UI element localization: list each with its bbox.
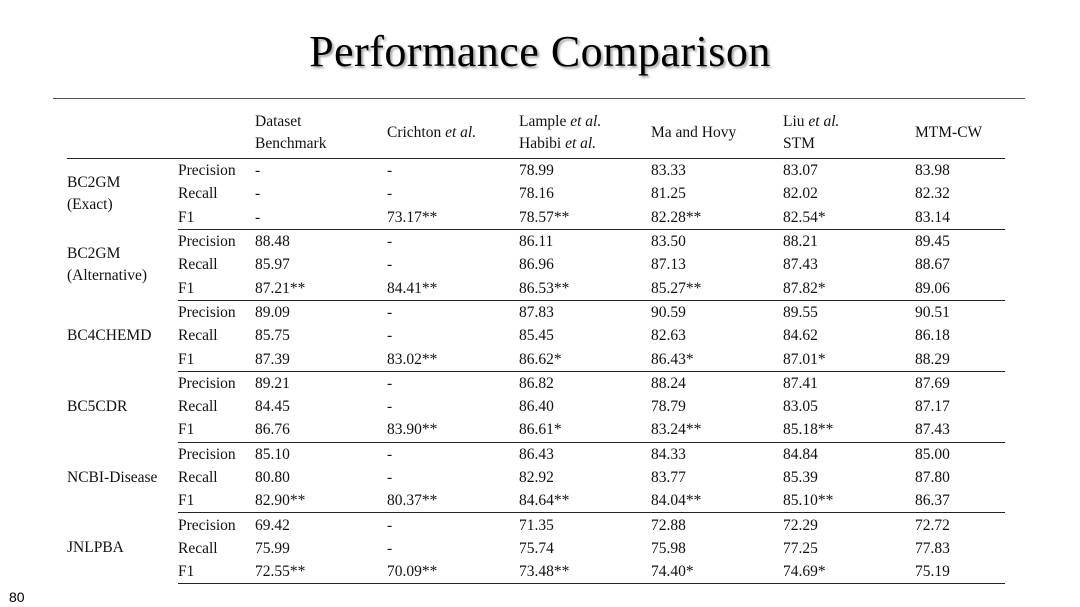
score-cell: 82.63	[651, 327, 686, 345]
dataset-name: BC5CDR	[67, 397, 128, 415]
metric-label: Precision	[178, 445, 236, 463]
score-cell: 88.24	[651, 374, 686, 392]
score-cell: 83.24**	[651, 418, 783, 442]
score-cell: 86.82	[519, 374, 554, 392]
header-habibi-name: Habibi	[519, 135, 566, 152]
score-cell: 87.39	[255, 347, 387, 371]
score-cell: 69.42	[255, 516, 290, 534]
header-crichton	[387, 108, 519, 159]
header-dataset-line1: Dataset	[255, 113, 302, 130]
header-ma-hovy: Ma and Hovy	[651, 108, 783, 159]
header-liu-stm	[783, 108, 915, 159]
score-cell: 83.50	[651, 233, 686, 251]
score-cell: -	[387, 469, 393, 486]
score-cell: 86.96	[519, 256, 554, 274]
score-cell: 81.25	[651, 185, 686, 203]
table-row	[67, 560, 1005, 584]
header-lample-habibi	[519, 108, 651, 159]
score-cell: 86.11	[519, 233, 554, 251]
score-cell: 82.54*	[783, 206, 915, 230]
score-cell: 78.16	[519, 185, 554, 203]
score-cell: 88.21	[783, 233, 818, 251]
score-cell: 80.80	[255, 469, 290, 486]
score-cell: 72.72	[915, 516, 950, 534]
score-cell: 85.75	[255, 327, 290, 345]
table-row	[67, 300, 1005, 324]
score-cell: 86.18	[915, 327, 950, 345]
score-cell: 89.55	[783, 303, 818, 321]
score-cell: 87.43	[783, 256, 818, 274]
score-cell: -	[387, 303, 393, 321]
score-cell: 85.27**	[651, 276, 783, 300]
score-cell: 83.33	[651, 162, 686, 180]
score-cell: 86.43	[519, 445, 554, 463]
score-cell: 75.98	[651, 539, 686, 557]
metric-label: Precision	[178, 233, 236, 251]
score-cell: 70.09**	[387, 560, 519, 584]
metric-label: Precision	[178, 162, 236, 180]
score-cell: 90.51	[915, 303, 950, 321]
header-dataset-benchmark	[255, 108, 387, 159]
score-cell: 82.90**	[255, 489, 387, 513]
score-cell: 84.33	[651, 445, 686, 463]
table-row	[67, 371, 1005, 395]
score-cell: 85.00	[915, 445, 950, 463]
metric-label: Recall	[178, 185, 218, 203]
score-cell: 87.82*	[783, 276, 915, 300]
dataset-qualifier: (Exact)	[67, 196, 113, 214]
score-cell: -	[387, 162, 393, 180]
dataset-name: NCBI-Disease	[67, 468, 158, 486]
dataset-name: BC2GM	[67, 244, 121, 262]
score-cell: 87.80	[915, 469, 950, 486]
score-cell: -	[387, 327, 393, 345]
table-row	[67, 182, 1005, 205]
metric-label: F1	[178, 418, 255, 442]
score-cell: 77.25	[783, 539, 818, 557]
header-habibi-etal: et al.	[565, 135, 597, 152]
header-mtm-cw: MTM-CW	[915, 108, 1005, 159]
score-cell: 75.19	[915, 560, 1005, 584]
score-cell: 85.39	[783, 469, 818, 486]
score-cell: 71.35	[519, 516, 554, 534]
score-cell: 74.69*	[783, 560, 915, 584]
score-cell: 80.37**	[387, 489, 519, 513]
score-cell: 82.32	[915, 185, 950, 203]
score-cell: 86.76	[255, 418, 387, 442]
score-cell: 88.29	[915, 347, 1005, 371]
header-empty-metric	[178, 108, 255, 159]
table-row	[67, 466, 1005, 489]
score-cell: 87.21**	[255, 276, 387, 300]
score-cell: 88.67	[915, 256, 950, 274]
score-cell: 87.83	[519, 303, 554, 321]
score-cell: 86.43*	[651, 347, 783, 371]
score-cell: 88.48	[255, 233, 290, 251]
score-cell: 85.18**	[783, 418, 915, 442]
score-cell: 86.53**	[519, 276, 651, 300]
score-cell: 86.40	[519, 398, 554, 416]
score-cell: -	[255, 185, 261, 203]
score-cell: 83.77	[651, 469, 686, 486]
score-cell: 87.43	[915, 418, 1005, 442]
score-cell: 77.83	[915, 539, 950, 557]
header-row	[67, 108, 1005, 159]
metric-label: Precision	[178, 516, 236, 534]
header-lample-etal: et al.	[570, 113, 602, 130]
header-empty-dataset	[67, 108, 178, 159]
dataset-label	[67, 159, 178, 230]
table-row	[67, 324, 1005, 347]
score-cell: 85.10**	[783, 489, 915, 513]
table-row	[67, 276, 1005, 300]
score-cell: 84.04**	[651, 489, 783, 513]
dataset-name: JNLPBA	[67, 539, 124, 557]
score-cell: 72.29	[783, 516, 818, 534]
metric-label: Recall	[178, 256, 218, 274]
table-body	[67, 159, 1005, 584]
score-cell: 78.57**	[519, 206, 651, 230]
score-cell: 83.14	[915, 206, 1005, 230]
score-cell: -	[387, 539, 393, 557]
dataset-label	[67, 229, 178, 300]
slide-title: Performance Comparison	[309, 27, 771, 76]
score-cell: 87.17	[915, 398, 950, 416]
score-cell: 75.74	[519, 539, 554, 557]
score-cell: 86.62*	[519, 347, 651, 371]
score-cell: 86.61*	[519, 418, 651, 442]
score-cell: 87.41	[783, 374, 818, 392]
score-cell: 89.45	[915, 233, 950, 251]
score-cell: 84.62	[783, 327, 818, 345]
score-cell: 72.88	[651, 516, 686, 534]
table-row	[67, 347, 1005, 371]
metric-label: Recall	[178, 398, 218, 416]
score-cell: -	[387, 516, 393, 534]
top-rule	[53, 98, 1025, 99]
score-cell: -	[387, 233, 393, 251]
score-cell: 87.01*	[783, 347, 915, 371]
dataset-name: BC2GM	[67, 174, 121, 192]
score-cell: 83.90**	[387, 418, 519, 442]
metric-label: F1	[178, 560, 255, 584]
header-liu-etal: et al.	[808, 113, 840, 130]
score-cell: -	[255, 206, 387, 230]
table-row	[67, 513, 1005, 537]
score-cell: 84.45	[255, 398, 290, 416]
score-cell: 82.28**	[651, 206, 783, 230]
table-row	[67, 159, 1005, 183]
score-cell: 84.41**	[387, 276, 519, 300]
score-cell: 72.55**	[255, 560, 387, 584]
score-cell: 83.05	[783, 398, 818, 416]
score-cell: -	[255, 162, 261, 180]
score-cell: 89.09	[255, 303, 290, 321]
score-cell: 82.92	[519, 469, 554, 486]
header-lample-name: Lample	[519, 113, 571, 130]
score-cell: 89.21	[255, 374, 290, 392]
score-cell: 87.69	[915, 374, 950, 392]
score-cell: -	[387, 185, 393, 203]
dataset-label	[67, 513, 178, 584]
score-cell: 89.06	[915, 276, 1005, 300]
dataset-qualifier: (Alternative)	[67, 266, 148, 284]
metric-label: Recall	[178, 539, 218, 557]
score-cell: -	[387, 445, 393, 463]
score-cell: 78.99	[519, 162, 554, 180]
score-cell: 78.79	[651, 398, 686, 416]
table-row	[67, 489, 1005, 513]
score-cell: 84.64**	[519, 489, 651, 513]
metric-label: Precision	[178, 374, 236, 392]
table-row	[67, 537, 1005, 560]
table-row	[67, 418, 1005, 442]
score-cell: -	[387, 398, 393, 416]
header-dataset-line2: Benchmark	[255, 135, 327, 152]
metric-label: F1	[178, 347, 255, 371]
dataset-name: BC4CHEMD	[67, 326, 152, 344]
page-number: 80	[9, 589, 25, 605]
dataset-label	[67, 300, 178, 371]
score-cell: 90.59	[651, 303, 686, 321]
score-cell: 73.17**	[387, 206, 519, 230]
header-stm: STM	[783, 135, 815, 152]
table-row	[67, 229, 1005, 253]
score-cell: 74.40*	[651, 560, 783, 584]
table-row	[67, 442, 1005, 466]
dataset-label	[67, 442, 178, 513]
score-cell: 83.07	[783, 162, 818, 180]
metric-label: Recall	[178, 327, 218, 345]
score-cell: 83.98	[915, 162, 950, 180]
header-liu-name: Liu	[783, 113, 809, 130]
score-cell: -	[387, 256, 393, 274]
metric-label: Precision	[178, 303, 236, 321]
metric-label: Recall	[178, 469, 218, 486]
score-cell: 85.97	[255, 256, 290, 274]
header-crichton-etal: et al.	[445, 124, 477, 141]
table-row	[67, 395, 1005, 418]
metric-label: F1	[178, 206, 255, 230]
score-cell: 85.45	[519, 327, 554, 345]
score-cell: 86.37	[915, 489, 1005, 513]
table-row	[67, 206, 1005, 230]
score-cell: 73.48**	[519, 560, 651, 584]
score-cell: 87.13	[651, 256, 686, 274]
score-cell: 82.02	[783, 185, 818, 203]
score-cell: 85.10	[255, 445, 290, 463]
score-cell: -	[387, 374, 393, 392]
metric-label: F1	[178, 276, 255, 300]
score-cell: 83.02**	[387, 347, 519, 371]
header-crichton-name: Crichton	[387, 124, 446, 141]
score-cell: 75.99	[255, 539, 290, 557]
table-row	[67, 253, 1005, 276]
dataset-label	[67, 371, 178, 442]
metric-label: F1	[178, 489, 255, 513]
score-cell: 84.84	[783, 445, 818, 463]
comparison-table	[67, 108, 1005, 584]
